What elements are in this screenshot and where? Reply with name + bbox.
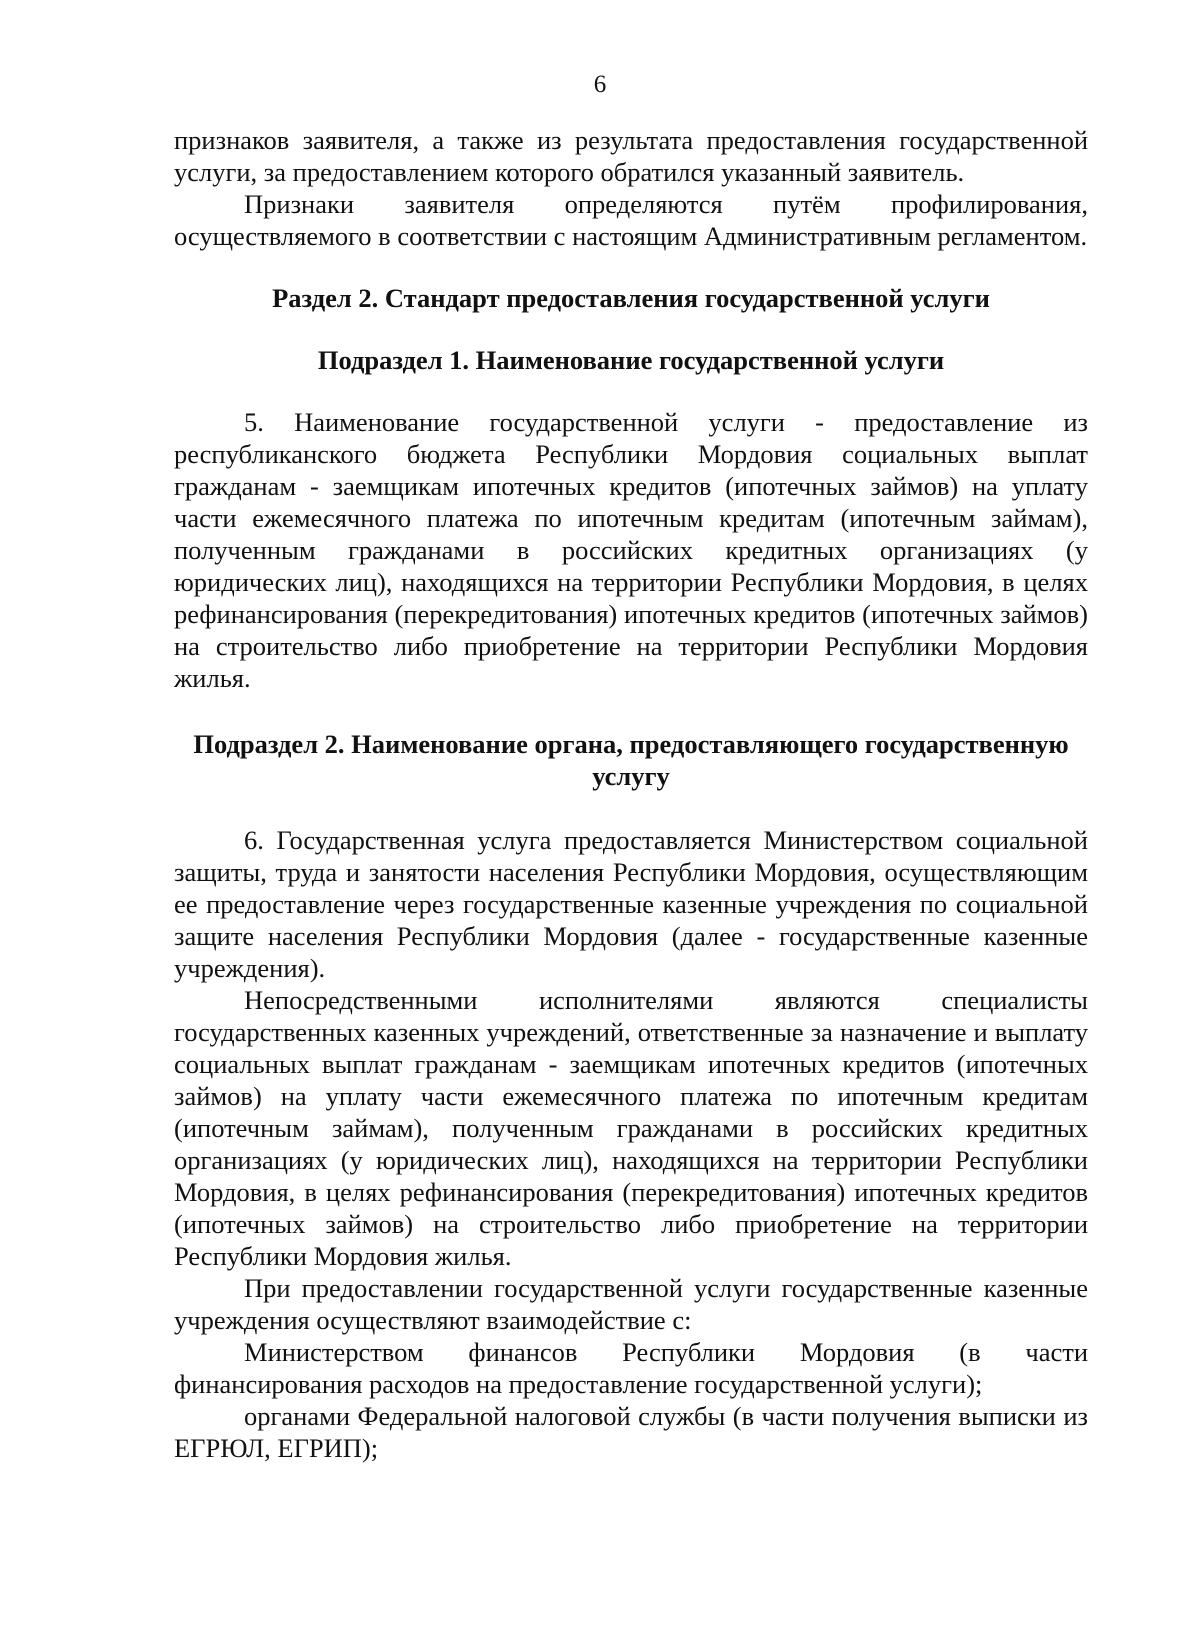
section-2-title: Раздел 2. Стандарт предоставления государственной услуги (272, 283, 990, 313)
paragraph-tax-service: органами Федеральной налоговой службы (в части получения выписки из ЕГРЮЛ, ЕГРИП); (174, 1401, 1088, 1463)
paragraph-applicant-signs: Признаки заявителя определяются путём профилирования, осуществляемого в соответствии с настоящим Административным регламентом. (174, 189, 1088, 251)
page-number: 6 (593, 71, 607, 98)
paragraph-continuation: признаков заявителя, а также из результата предоставления государственной услуги, за предоставлением которого обратился указанный заявитель. (174, 125, 1088, 187)
subsection-1-title: Подраздел 1. Наименование государственной услуги (317, 345, 945, 375)
paragraph-interaction: При предоставлении государственной услуги государственные казенные учреждения осуществляют взаимодействие с: (174, 1273, 1088, 1335)
paragraph-5: 5. Наименование государственной услуги - предоставление из республиканского бюджета Республики Мордовия социальных выплат гражданам - заемщикам ипотечных кредитов (ипотечных займов) на уплату части ежемесячного платежа по ипотечным кредитам (ипотечным займам), полученным гражданами в российских кредитных организациях (у юридических лиц), находящихся на территории Республики Мордовия, в целях рефинансирования (перекредитования) ипотечных кредитов (ипотечных займов) на строительство либо приобретение на территории Республики Мордовия жилья. (174, 407, 1088, 693)
paragraph-ministry-finance: Министерством финансов Республики Мордовия (в части финансирования расходов на предоставление государственной услуги); (174, 1337, 1088, 1399)
document-body (174, 124, 1088, 1464)
subsection-2-title: Подраздел 2. Наименование органа, предоставляющего государственную услугу (193, 729, 1069, 791)
paragraph-executors: Непосредственными исполнителями являются специалисты государственных казенных учреждений, ответственные за назначение и выплату социальных выплат гражданам - заемщикам ипотечных кредитов (ипотечных займов) на уплату части ежемесячного платежа по ипотечным кредитам (ипотечным займам), полученным гражданами в российских кредитных организациях (у юридических лиц), находящихся на территории Республики Мордовия, в целях рефинансирования (перекредитования) ипотечных кредитов (ипотечных займов) на строительство либо приобретение на территории Республики Мордовия жилья. (174, 985, 1088, 1271)
paragraph-6: 6. Государственная услуга предоставляется Министерством социальной защиты, труда и занятости населения Республики Мордовия, осуществляющим ее предоставление через государственные казенные учреждения по социальной защите населения Республики Мордовия (далее - государственные казенные учреждения). (174, 825, 1088, 983)
